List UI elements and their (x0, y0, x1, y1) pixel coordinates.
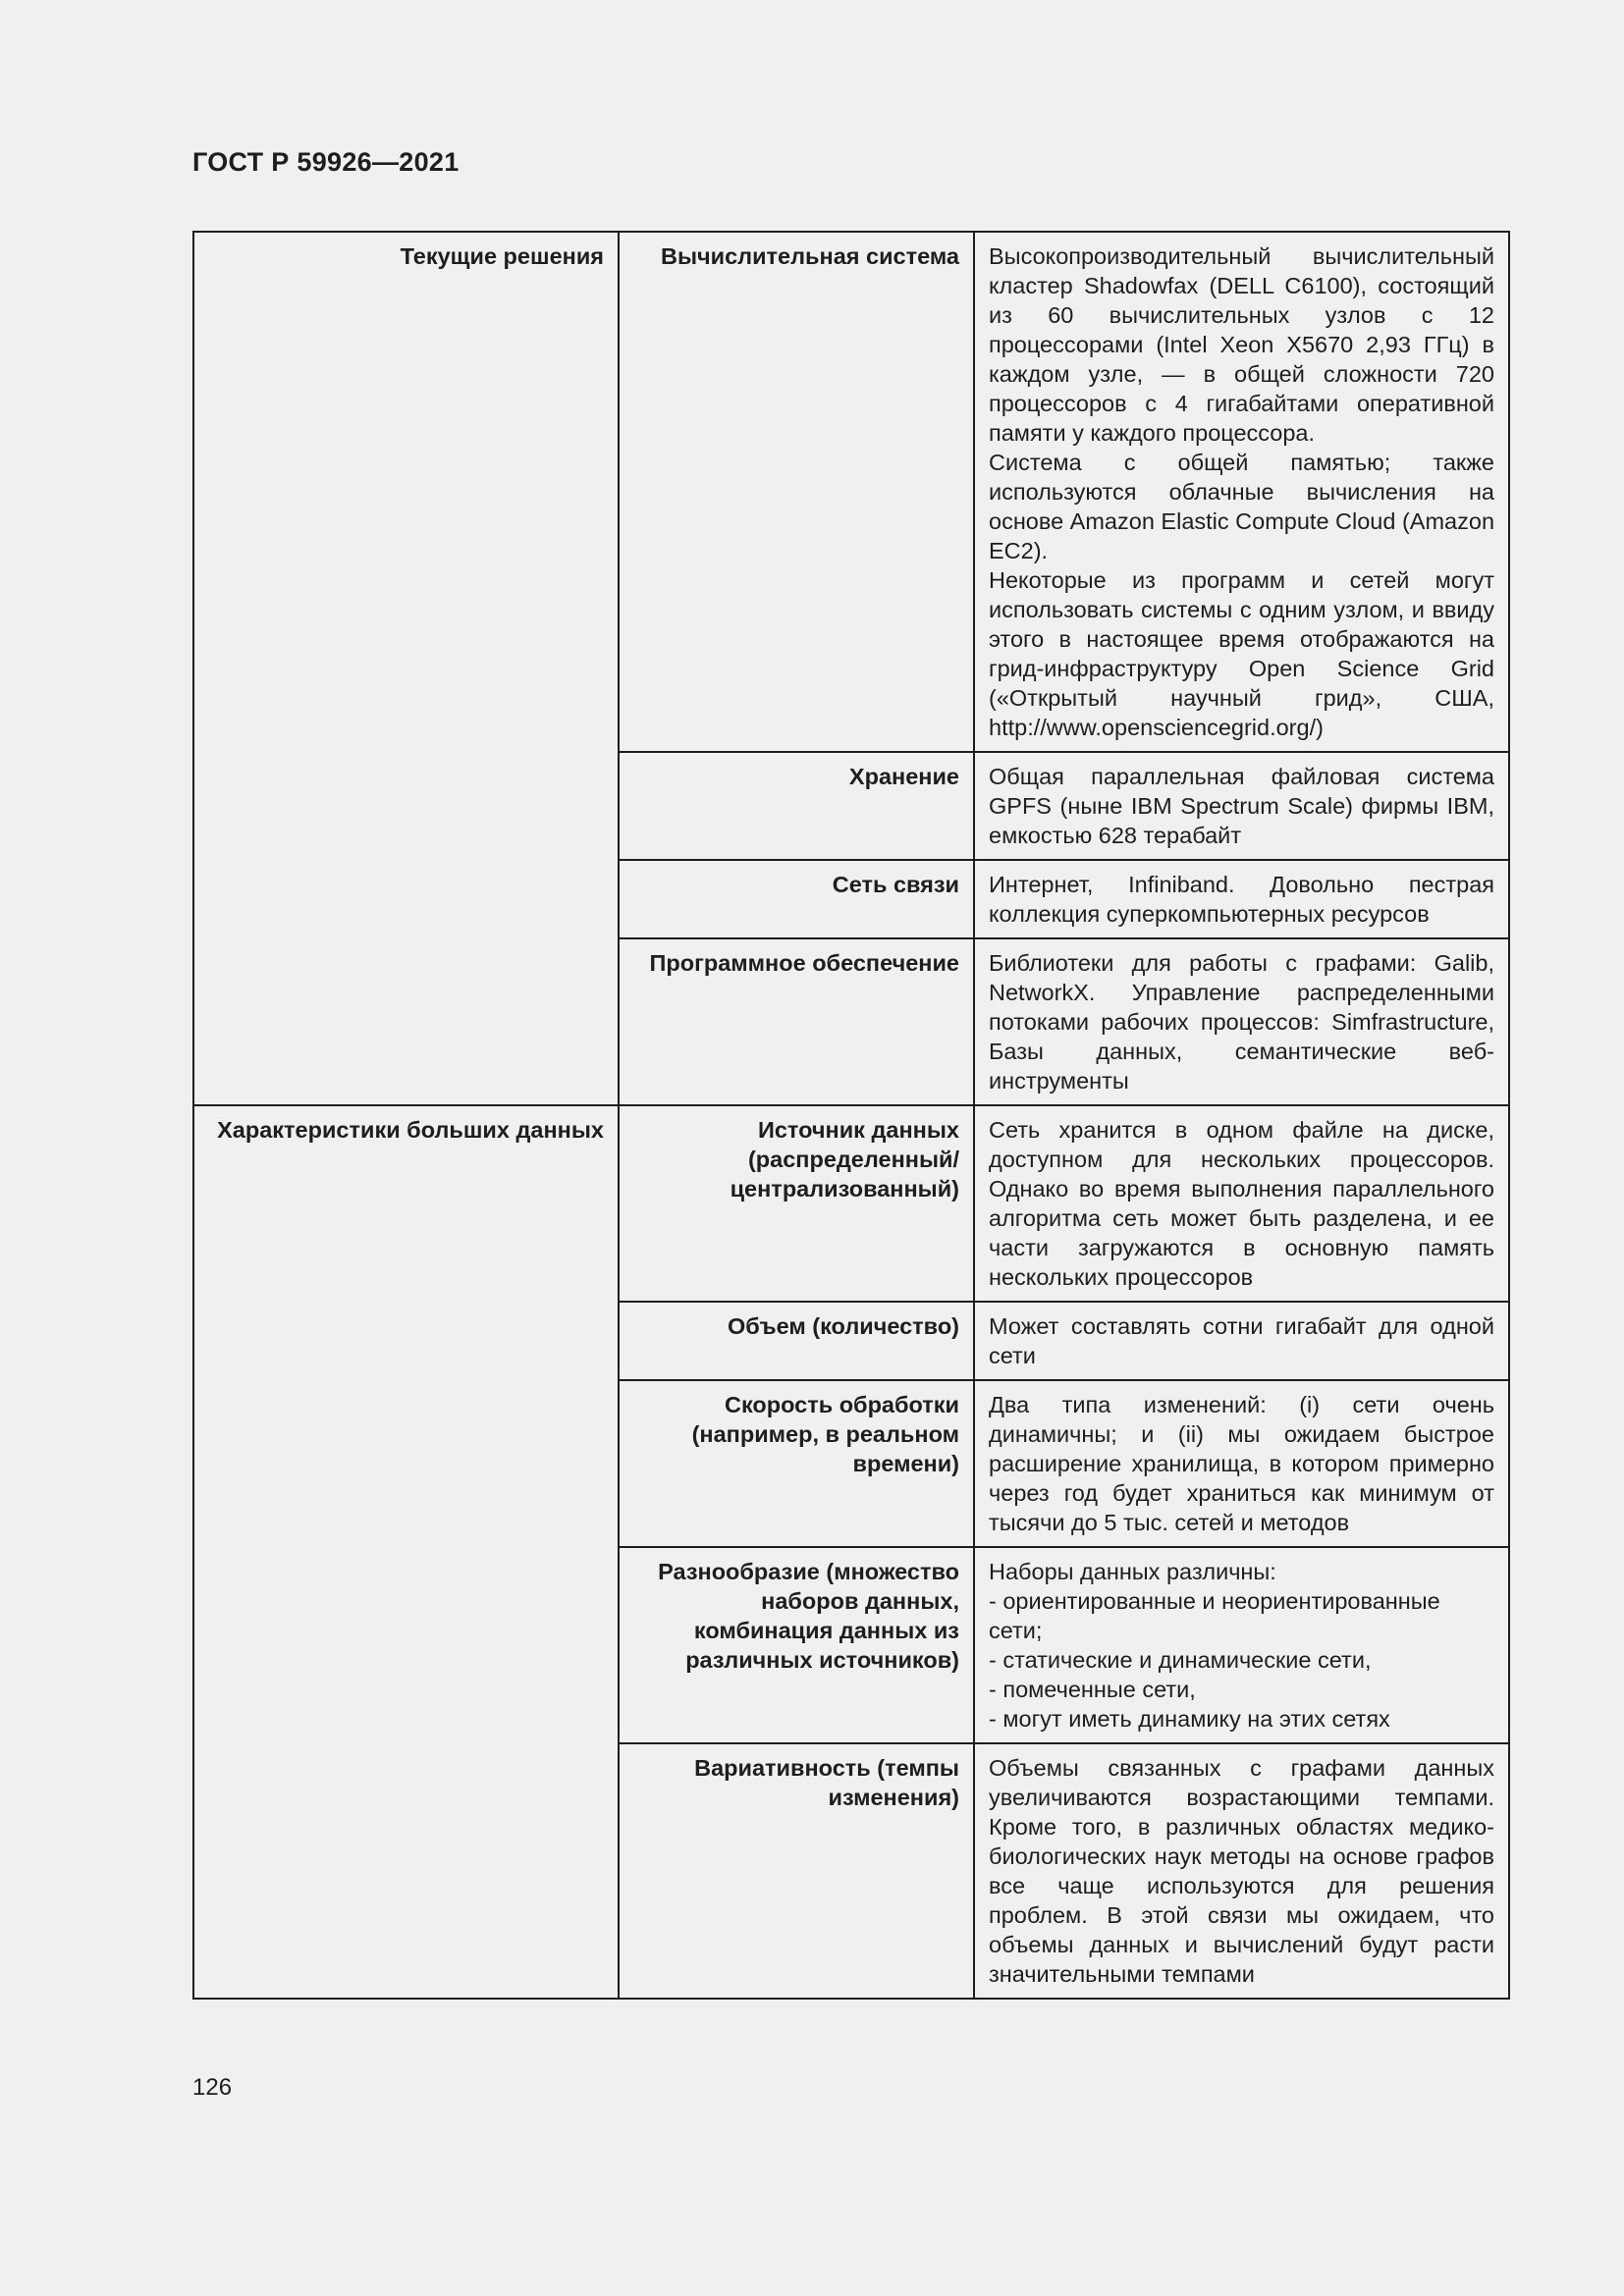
category-cell: Текущие решения (193, 232, 619, 1105)
row-description (974, 232, 1509, 752)
description-paragraph: Объемы связанных с графами данных увеличиваются возрастающими темпами. Кроме того, в различных областях медико-биологических наук методы на основе графов все чаще используются для решения проблем. В этой связи мы ожидаем, что объемы данных и вычислений будут расти значительными темпами (989, 1755, 1494, 1987)
row-label: Вариативность (темпы изменения) (619, 1743, 974, 1999)
row-description (974, 1743, 1509, 1999)
table-row (193, 232, 1509, 752)
row-label: Скорость обработки (например, в реальном времени) (619, 1380, 974, 1547)
row-description (974, 860, 1509, 938)
description-paragraph: Библиотеки для работы с графами: Galib, NetworkX. Управление распределенными потоками рабочих процессов: Simfrastructure, Базы данных, семантические веб-инструменты (989, 950, 1494, 1094)
description-paragraph: Два типа изменений: (i) сети очень динамичны; и (ii) мы ожидаем быстрое расширение хранилища, в котором примерно через год будет храниться как минимум от тысячи до 5 тыс. сетей и методов (989, 1392, 1494, 1535)
row-label: Программное обеспечение (619, 938, 974, 1105)
row-description (974, 752, 1509, 860)
specification-table (192, 231, 1510, 2000)
row-label: Вычислительная система (619, 232, 974, 752)
description-paragraph: - статические и динамические сети, (989, 1647, 1372, 1673)
description-paragraph: Наборы данных различны: (989, 1559, 1276, 1584)
row-label: Источник данных (распределенный/централизованный) (619, 1105, 974, 1302)
category-cell: Характеристики больших данных (193, 1105, 619, 1999)
table-row (193, 1105, 1509, 1302)
row-label: Разнообразие (множество наборов данных, комбинация данных из различных источников) (619, 1547, 974, 1743)
description-paragraph: - могут иметь динамику на этих сетях (989, 1706, 1390, 1732)
description-paragraph: Общая параллельная файловая система GPFS (ныне IBM Spectrum Scale) фирмы IBM, емкостью 628 терабайт (989, 764, 1494, 848)
description-paragraph: - ориентированные и неориентированные сети; (989, 1588, 1440, 1643)
description-paragraph: Некоторые из программ и сетей могут использовать системы с одним узлом, и ввиду этого в настоящее время отображаются на грид-инфраструктуру Open Science Grid («Открытый научный грид», США, http://www.opensciencegrid.org/) (989, 567, 1494, 740)
document-header: ГОСТ Р 59926—2021 (192, 147, 460, 177)
row-description (974, 938, 1509, 1105)
row-description (974, 1105, 1509, 1302)
row-label: Сеть связи (619, 860, 974, 938)
row-label: Объем (количество) (619, 1302, 974, 1380)
description-paragraph: Может составлять сотни гигабайт для одной сети (989, 1313, 1494, 1368)
description-paragraph: Сеть хранится в одном файле на диске, доступном для нескольких процессоров. Однако во время выполнения параллельного алгоритма сеть может быть разделена, и ее части загружаются в основную память нескольких процессоров (989, 1117, 1494, 1290)
row-description (974, 1547, 1509, 1743)
description-paragraph: Высокопроизводительный вычислительный кластер Shadowfax (DELL C6100), состоящий из 60 вычислительных узлов с 12 процессорами (Intel Xeon X5670 2,93 ГГц) в каждом узле, — в общей сложности 720 процессоров с 4 гигабайтами оперативной памяти у каждого процессора. (989, 243, 1494, 446)
row-description (974, 1302, 1509, 1380)
page-number: 126 (192, 2074, 233, 2101)
row-label: Хранение (619, 752, 974, 860)
row-description (974, 1380, 1509, 1547)
description-paragraph: Интернет, Infiniband. Довольно пестрая коллекция суперкомпьютерных ресурсов (989, 872, 1494, 927)
description-paragraph: Система с общей памятью; также используются облачные вычисления на основе Amazon Elastic Compute Cloud (Amazon EC2). (989, 450, 1495, 563)
description-paragraph: - помеченные сети, (989, 1677, 1196, 1702)
